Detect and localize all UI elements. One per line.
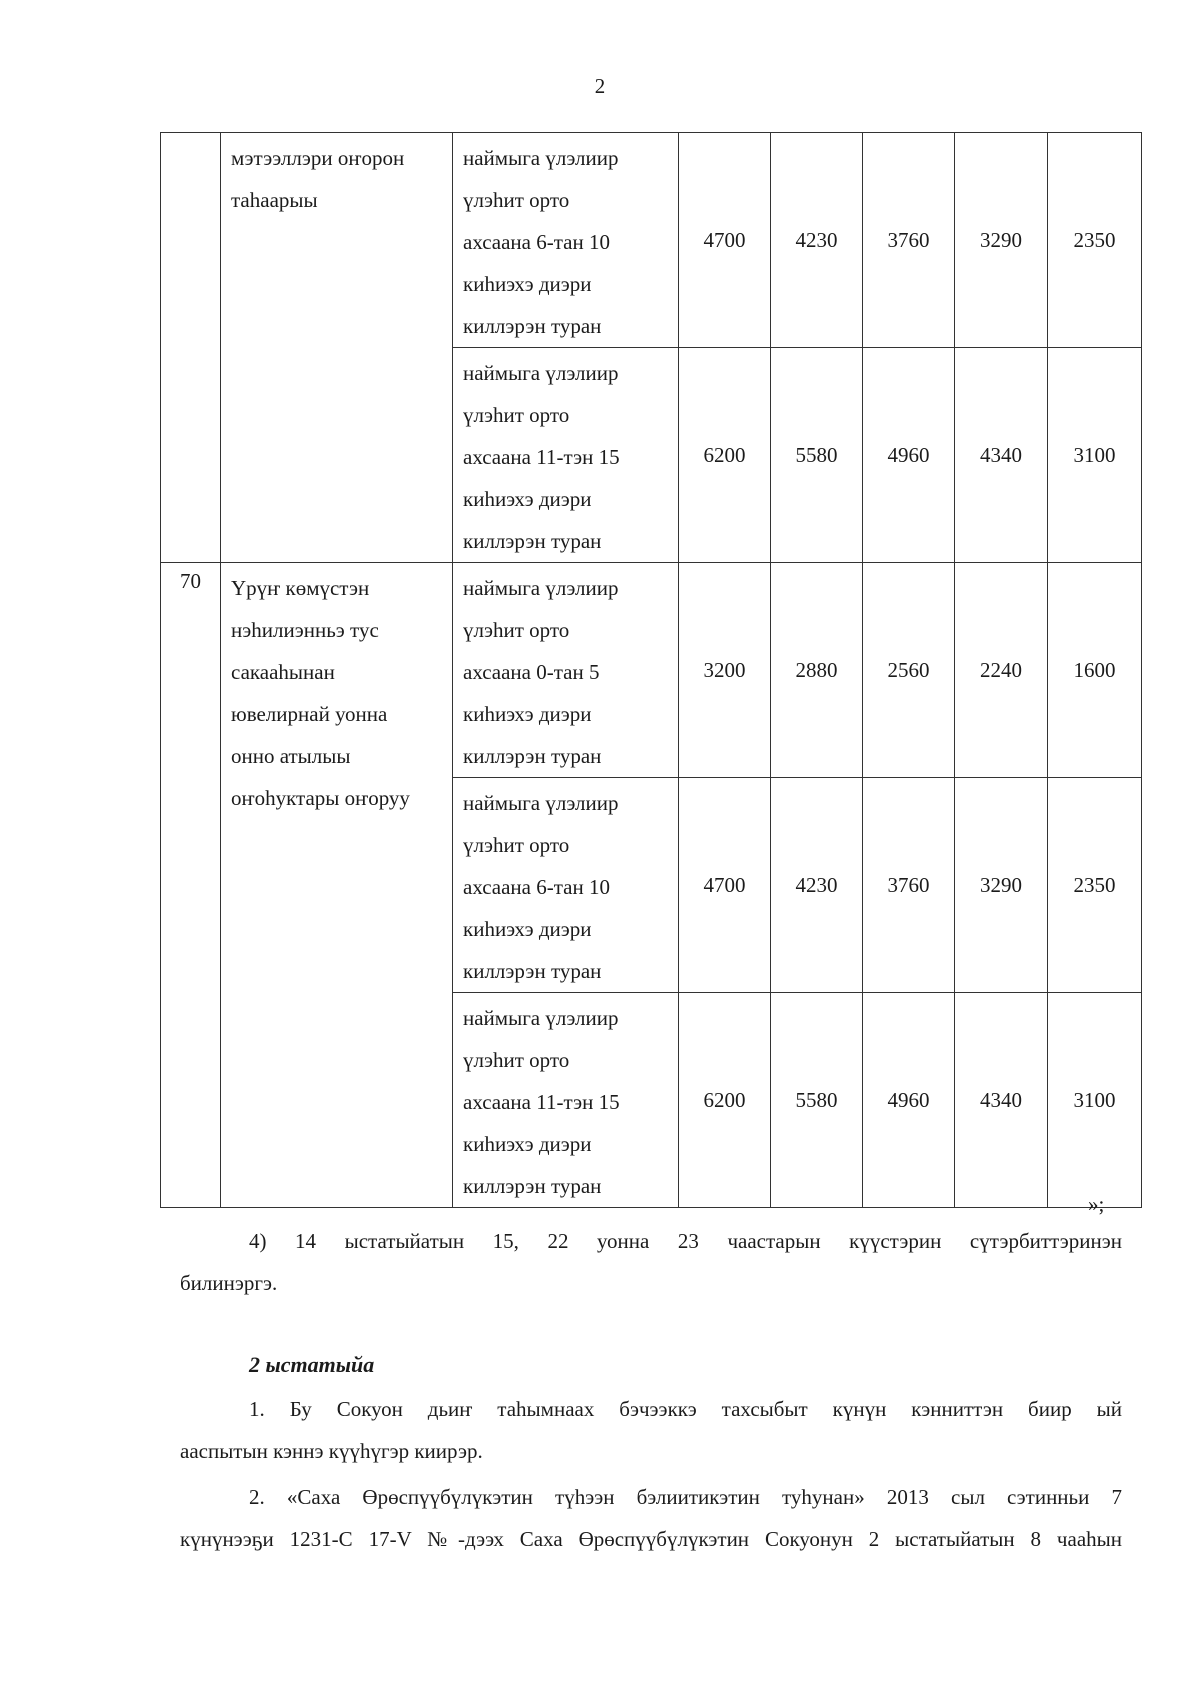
name-line: нэһилиэнньэ тус <box>231 618 379 642</box>
value-cell: 5580 <box>771 348 863 563</box>
condition-line: үлэһит орто <box>463 1048 570 1072</box>
value-cell: 2240 <box>955 563 1048 778</box>
row-number: 70 <box>161 563 221 1208</box>
condition-line: киллэрэн туран <box>463 959 602 983</box>
activity-name <box>221 133 453 563</box>
condition-line: наймыга үлэлиир <box>463 1006 619 1030</box>
condition-line: ахсаана 0-тан 5 <box>463 660 600 684</box>
condition-line: үлэһит орто <box>463 618 570 642</box>
value-cell: 4230 <box>771 133 863 348</box>
page-number: 2 <box>594 74 606 98</box>
condition-line: ахсаана 6-тан 10 <box>463 875 610 899</box>
condition-line: үлэһит орто <box>463 188 570 212</box>
name-line: мэтээллэри оҥорон <box>231 146 405 170</box>
paragraph-line: күнүнээҕи 1231-С 17-V №-дээх Саха Өрөспүүбүлүкэтин Сокуонун 2 ыстатыйатын 8 чааһын <box>180 1527 1122 1551</box>
condition-line: наймыга үлэлиир <box>463 576 619 600</box>
value-cell: 3290 <box>955 778 1048 993</box>
table-row <box>161 133 1142 348</box>
table-row <box>161 563 1142 778</box>
paragraph-line: 2. «Саха Өрөспүүбүлүкэтин түһээн бэлиитикэтин туһунан» 2013 сыл сэтинньи 7 <box>249 1485 1122 1509</box>
name-line: ювелирнай уонна <box>231 702 388 726</box>
activity-name <box>221 563 453 1208</box>
condition-line: ахсаана 11-тэн 15 <box>463 1090 620 1114</box>
condition-cell <box>453 563 679 778</box>
rates-table-body <box>161 133 1142 1208</box>
condition-line: киллэрэн туран <box>463 1174 602 1198</box>
condition-line: киһиэхэ диэри <box>463 487 592 511</box>
value-cell: 3290 <box>955 133 1048 348</box>
value-cell: 3200 <box>679 563 771 778</box>
condition-line: киһиэхэ диэри <box>463 272 592 296</box>
paragraph-item-4 <box>180 1220 1122 1304</box>
condition-line: үлэһит орто <box>463 833 570 857</box>
section-title: 2 ыстатыйа <box>249 1352 375 1377</box>
name-line: оҥоһуктары оҥоруу <box>231 786 410 810</box>
paragraph-line: ааспытын кэннэ күүһүгэр киирэр. <box>180 1439 483 1463</box>
value-cell: 2560 <box>863 563 955 778</box>
condition-line: киллэрэн туран <box>463 744 602 768</box>
name-line: онно атылыы <box>231 744 351 768</box>
paragraph-line: билинэргэ. <box>180 1271 278 1295</box>
condition-cell <box>453 993 679 1208</box>
value-cell: 2880 <box>771 563 863 778</box>
name-line: таһаарыы <box>231 188 318 212</box>
paragraph-line: 4) 14 ыстатыйатын 15, 22 уонна 23 чаастарын күүстэрин сүтэрбиттэринэн <box>249 1229 1122 1253</box>
value-cell: 3100 <box>1048 348 1142 563</box>
condition-line: киллэрэн туран <box>463 529 602 553</box>
condition-line: киһиэхэ диэри <box>463 702 592 726</box>
value-cell: 1600 <box>1048 563 1142 778</box>
value-cell: 3760 <box>863 778 955 993</box>
name-line: сакааһынан <box>231 660 335 684</box>
value-cell: 6200 <box>679 993 771 1208</box>
closing-quote: »; <box>1088 1192 1105 1216</box>
condition-cell <box>453 348 679 563</box>
name-line: Үрүҥ көмүстэн <box>231 576 370 600</box>
value-cell: 4340 <box>955 993 1048 1208</box>
paragraph-section-2-item-1 <box>180 1388 1122 1472</box>
value-cell: 3100 <box>1048 993 1142 1208</box>
row-number <box>161 133 221 563</box>
value-cell: 5580 <box>771 993 863 1208</box>
value-cell: 4340 <box>955 348 1048 563</box>
condition-line: наймыга үлэлиир <box>463 361 619 385</box>
value-cell: 2350 <box>1048 778 1142 993</box>
value-cell: 4960 <box>863 993 955 1208</box>
value-cell: 4230 <box>771 778 863 993</box>
value-cell: 4700 <box>679 133 771 348</box>
condition-line: наймыга үлэлиир <box>463 791 619 815</box>
condition-cell <box>453 778 679 993</box>
condition-cell <box>453 133 679 348</box>
value-cell: 2350 <box>1048 133 1142 348</box>
value-cell: 4960 <box>863 348 955 563</box>
condition-line: наймыга үлэлиир <box>463 146 619 170</box>
value-cell: 6200 <box>679 348 771 563</box>
condition-line: ахсаана 11-тэн 15 <box>463 445 620 469</box>
value-cell: 4700 <box>679 778 771 993</box>
paragraph-line: 1. Бу Сокуон дьиҥ таһымнаах бэчээккэ тахсыбыт күнүн кэнниттэн биир ый <box>249 1397 1122 1421</box>
condition-line: киллэрэн туран <box>463 314 602 338</box>
condition-line: киһиэхэ диэри <box>463 917 592 941</box>
condition-line: үлэһит орто <box>463 403 570 427</box>
rates-table <box>160 132 1142 1208</box>
condition-line: киһиэхэ диэри <box>463 1132 592 1156</box>
value-cell: 3760 <box>863 133 955 348</box>
paragraph-section-2-item-2 <box>180 1476 1122 1560</box>
condition-line: ахсаана 6-тан 10 <box>463 230 610 254</box>
